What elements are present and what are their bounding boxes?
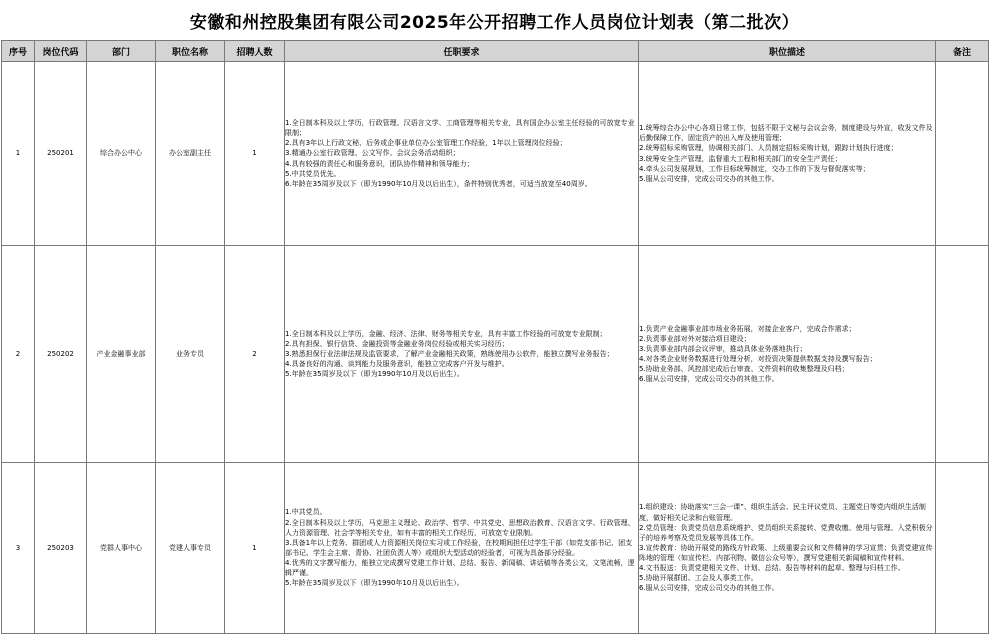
description-item: 4.文书报送：负责党建相关文件、计划、总结、报告等材料的起草、整理与归档工作。	[639, 564, 905, 573]
description-item: 4.对各类企业财务数据进行处理分析，对投资决策提供数据支持及撰写报告；	[639, 355, 877, 363]
requirement-item: 3.具备1年以上党务、群团或人力资源相关岗位实习或工作经验，在校期间担任过学生干部（如党支部书记、团支部书记、学生会主席、青协、社团负责人等）或组织大型活动的经验者，可视为具备部分经验。	[285, 538, 633, 557]
requirement-item: 5.中共党员优先。	[285, 169, 341, 178]
cell-requirements	[285, 62, 639, 246]
description-item: 5.服从公司安排，完成公司交办的其他工作。	[639, 174, 779, 183]
description-item: 2.统筹招标采购管理，协调相关部门、人员制定招标采购计划，跟踪计划执行进度；	[639, 144, 898, 153]
requirement-item: 2.具有3年以上行政文秘、后务或企事业单位办公室管理工作经验，1年以上管理岗位经验；	[285, 139, 567, 148]
description-item: 6.服从公司安排，完成公司交办的其他工作。	[639, 375, 779, 384]
requirement-item: 3.精通办公室行政管理、公文写作、会议会务活动组织；	[285, 149, 460, 158]
description-item: 1.负责产业金融事业部市场业务拓展，对接企业客户，完成合作需求；	[639, 324, 856, 333]
cell-code: 250202	[35, 246, 87, 463]
description-list	[639, 123, 935, 184]
description-item: 5.协助业务部、风控部完成后台审查、文件资料的收集整理及归档；	[639, 365, 849, 374]
cell-requirements	[285, 246, 639, 463]
requirement-item: 6.年龄在35周岁及以下（即为1990年10月及以后出生），条件特别优秀者，可适当放宽至40周岁。	[285, 179, 592, 188]
cell-position: 党建人事专员	[156, 463, 225, 634]
header-position: 职位名称	[156, 41, 225, 62]
description-item: 2.负责事业部对外对接洽项目建设；	[639, 334, 751, 343]
cell-note	[936, 62, 989, 246]
description-list	[639, 502, 935, 593]
cell-dept: 产业金融事业部	[87, 246, 156, 463]
description-item: 3.宣传教育：协助开展党的路线方针政策、上级重要会议和文件精神的学习宣贯；负责党建宣传阵地的管理（如宣传栏、内部刊物、微信公众号等），撰写党建相关新闻稿和宣传材料。	[639, 543, 933, 563]
table-row	[2, 246, 989, 463]
cell-note	[936, 246, 989, 463]
cell-code: 250203	[35, 463, 87, 634]
table-row	[2, 463, 989, 634]
table-row	[2, 62, 989, 246]
header-count: 招聘人数	[225, 41, 285, 62]
description-item: 4.牵头公司发展规划，工作目标统筹制定，交办工作的下发与督促落实等；	[639, 164, 870, 173]
requirement-item: 5.年龄在35周岁及以下（即为1990年10月及以后出生）。	[285, 579, 464, 588]
header-seq: 序号	[2, 41, 35, 62]
requirement-item: 2.具有担保、银行信贷、金融投资等金融业务岗位经验或相关实习经历；	[285, 339, 509, 348]
cell-requirements	[285, 463, 639, 634]
recruitment-table	[1, 40, 989, 634]
requirement-item: 4.具有较强的责任心和服务意识，团队协作精神和领导能力；	[285, 159, 474, 168]
cell-dept: 综合办公中心	[87, 62, 156, 246]
requirement-item: 1.全日制本科及以上学历，金融、经济、法律、财务等相关专业，具有丰富工作经验的可放宽专业限制；	[285, 329, 607, 338]
description-item: 3.统筹安全生产管理，监督重大工程和相关部门的安全生产责任；	[639, 154, 842, 163]
cell-description	[639, 463, 936, 634]
cell-note	[936, 463, 989, 634]
description-list	[639, 324, 935, 385]
description-item: 5.协助开展群团、工会及人事类工作。	[639, 574, 758, 583]
cell-count: 1	[225, 62, 285, 246]
header-row	[2, 41, 989, 62]
requirement-item: 1.全日制本科及以上学历，行政管理、汉语言文学、工商管理等相关专业，具有国企办公室主任经验的可放宽专业限制；	[285, 119, 635, 138]
page-title: 安徽和州控股集团有限公司2025年公开招聘工作人员岗位计划表（第二批次）	[189, 12, 800, 33]
requirements-list	[285, 118, 638, 189]
header-note: 备注	[936, 41, 989, 62]
requirements-list	[285, 507, 638, 588]
header-code: 岗位代码	[35, 41, 87, 62]
cell-position: 办公室副主任	[156, 62, 225, 246]
requirement-item: 4.具备良好的沟通、谈判能力及服务意识，能独立完成客户开发与维护。	[285, 360, 509, 369]
description-item: 2.党员管理：负责党员信息系统维护、党员组织关系接转、党费收缴、使用与管理、入党积极分子的培养考察及党员发展等具体工作。	[639, 523, 933, 542]
description-item: 3.负责事业部内部会议评审，推动具体业务落地执行；	[639, 344, 807, 353]
description-item: 6.服从公司安排，完成公司交办的其他工作。	[639, 584, 779, 593]
cell-seq: 1	[2, 62, 35, 246]
header-description: 职位描述	[639, 41, 936, 62]
requirements-list	[285, 329, 638, 380]
requirement-item: 4.优秀的文字撰写能力，能独立完成撰写党建工作计划、总结、报告、新闻稿、讲话稿等各类公文，文笔流畅，逻辑严谨。	[285, 559, 635, 578]
cell-count: 2	[225, 246, 285, 463]
cell-seq: 2	[2, 246, 35, 463]
description-item: 1.组织建设：协助落实“三会一课”、组织生活会、民主评议党员、主题党日等党内组织生活制度，做好相关记录和台账管理。	[639, 503, 926, 522]
description-item: 1.统筹综合办公中心各项日常工作，包括不限于文秘与会议会务，制度建设与外宣，收发文件及后勤保障工作，固定资产的出入库及使用管理；	[639, 124, 933, 143]
requirement-item: 1.中共党员。	[285, 508, 327, 517]
cell-position: 业务专员	[156, 246, 225, 463]
cell-description	[639, 246, 936, 463]
cell-description	[639, 62, 936, 246]
cell-seq: 3	[2, 463, 35, 634]
cell-count: 1	[225, 463, 285, 634]
header-requirements: 任职要求	[285, 41, 639, 62]
requirement-item: 5.年龄在35周岁及以下（即为1990年10月及以后出生）。	[285, 370, 464, 379]
requirement-item: 3.熟悉担保行业法律法规及监管要求，了解产业金融相关政策，熟练使用办公软件，能独立撰写业务报告；	[285, 349, 614, 358]
header-dept: 部门	[87, 41, 156, 62]
requirement-item: 2.全日制本科及以上学历，马克思主义理论、政治学、哲学、中共党史、思想政治教育、汉语言文学、行政管理、人力资源管理、社会学等相关专业，如有丰富的相关工作经历，可放宽专业限制。	[285, 518, 635, 537]
cell-dept: 党群人事中心	[87, 463, 156, 634]
cell-code: 250201	[35, 62, 87, 246]
